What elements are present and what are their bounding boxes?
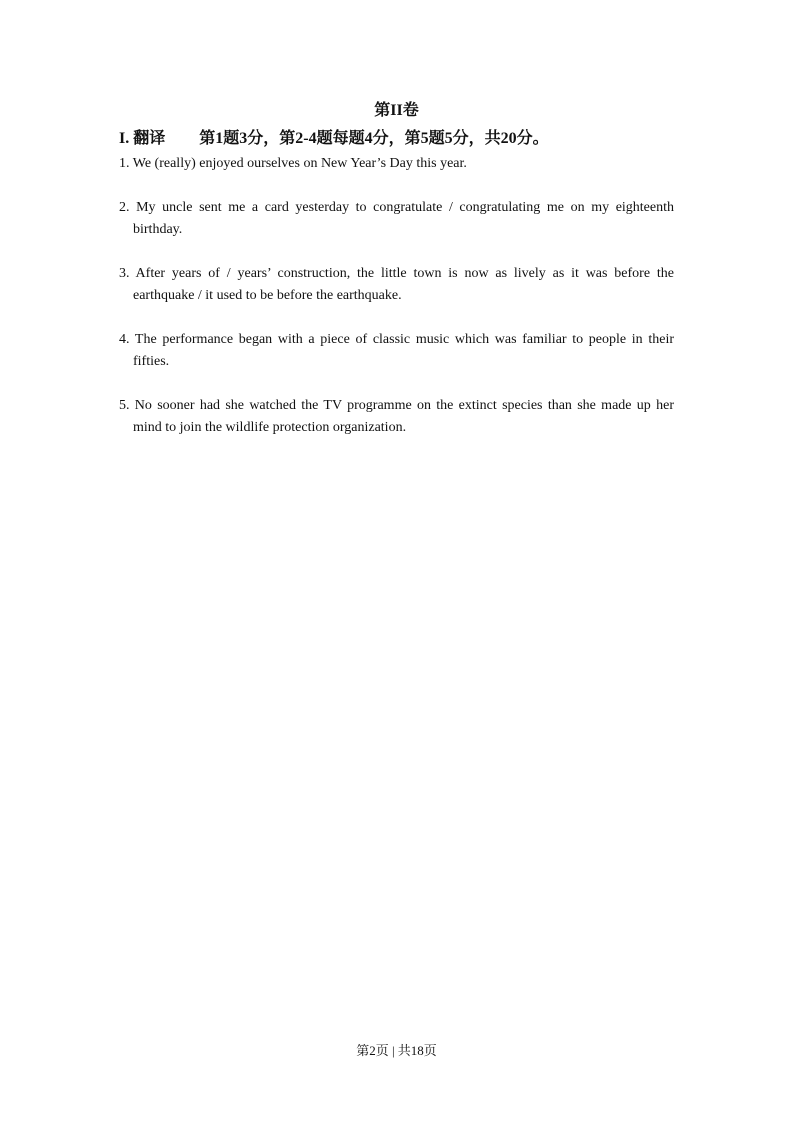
answer-list: [119, 153, 674, 461]
section-number: I.: [119, 130, 130, 147]
page-footer: 第2页 | 共18页: [356, 1043, 437, 1058]
section-heading: [119, 125, 549, 148]
answer-item-3: 3. After years of / years’ construction, the little town is now as lively as it was before the earthquake / it used to be before the earthquake.: [119, 266, 674, 303]
section-scoring: 第1题3分，第2-4题每题4分，第5题5分，共20分。: [199, 130, 549, 147]
volume-title: 第II卷: [374, 102, 419, 119]
answer-item-1: 1. We (really) enjoyed ourselves on New Year’s Day this year.: [119, 156, 467, 171]
section-name: 翻译: [133, 130, 166, 147]
answer-item-4: 4. The performance began with a piece of classic music which was familiar to people in their fifties.: [119, 332, 674, 369]
answer-item-2: 2. My uncle sent me a card yesterday to congratulate / congratulating me on my eighteenth birthday.: [119, 200, 674, 237]
answer-item-5: 5. No sooner had she watched the TV programme on the extinct species than she made up her mind to join the wildlife protection organization.: [119, 398, 674, 435]
